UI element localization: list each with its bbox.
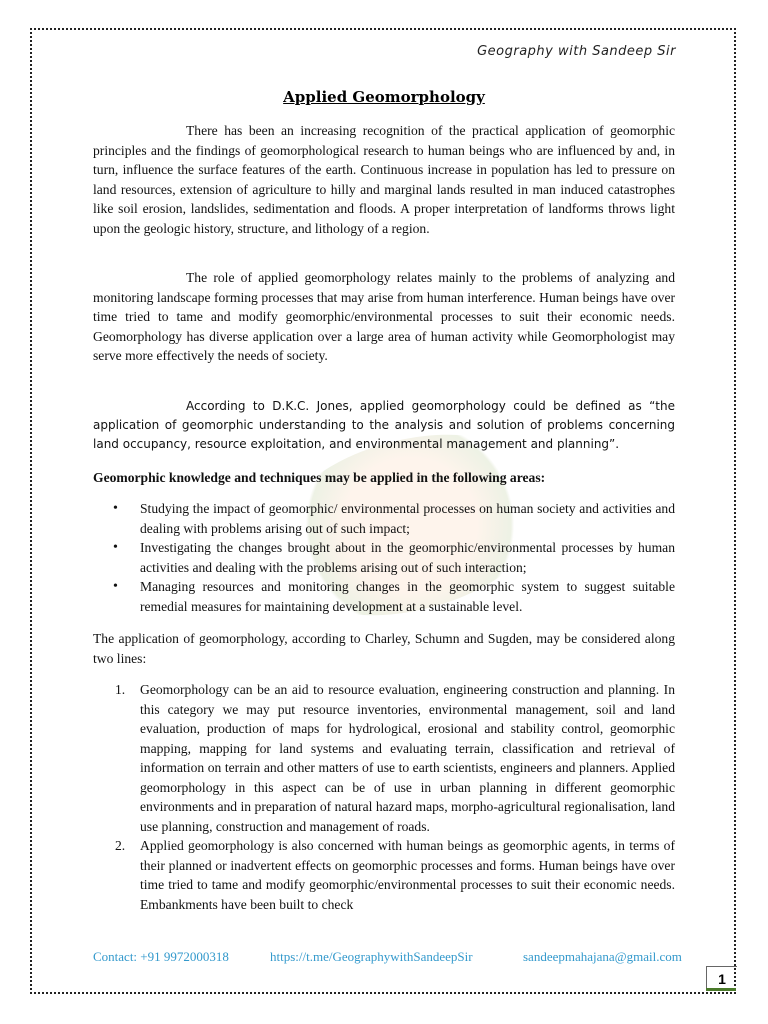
- paragraph-4: The application of geomorphology, according to Charley, Schumn and Sugden, may be considered along two lines:: [93, 631, 675, 666]
- numbered-list: [93, 680, 675, 914]
- page-number: 1: [706, 966, 737, 991]
- page-title: Applied Geomorphology: [283, 88, 485, 106]
- list-number: 2.: [115, 838, 126, 853]
- list-item: • Studying the impact of geomorphic/ environmental processes on human society and activities and dealing with problems arising out of such impact;: [93, 499, 675, 538]
- footer-contact: Contact: +91 9972000318: [93, 949, 229, 964]
- footer-telegram-link[interactable]: https://t.me/GeographywithSandeepSir: [270, 949, 473, 964]
- list-item: • Managing resources and monitoring changes in the geomorphic system to suggest suitable remedial measures for maintaining development at a sustainable level.: [93, 577, 675, 616]
- paragraph-3: According to D.K.C. Jones, applied geomorphology could be defined as “the application of geomorphic understanding to the analysis and solution of problems concerning land occupancy, resource exploitation, and environmental management and planning”.: [93, 399, 675, 451]
- bullet-list: [93, 499, 675, 616]
- section-heading: Geomorphic knowledge and techniques may be applied in the following areas:: [93, 470, 546, 485]
- list-text: Applied geomorphology is also concerned with human beings as geomorphic agents, in terms of their planned or inadvertent effects on geomorphic processes and forms. Human beings have over time tried to tame and modify geomorphic/environmental processes to suit their economic needs. Embankments have been built to check: [140, 838, 675, 912]
- paragraph-1: There has been an increasing recognition of the practical application of geomorphic principles and the findings of geomorphological research to human beings who are influenced by and, in turn, influence the surface features of the earth. Continuous increase in population has led to pressure on land resources, extension of agriculture to hilly and marginal lands resulted in man induced catastrophes like soil erosion, landslides, sedimentation and floods. A proper interpretation of landforms throws light upon the geologic history, structure, and lithology of a region.: [93, 123, 675, 236]
- list-item: [93, 680, 675, 836]
- page-number-rule: [706, 988, 736, 991]
- paragraph-2: The role of applied geomorphology relates mainly to the problems of analyzing and monitoring landscape forming processes that may arise from human interference. Human beings have over time tried to tame and modify geomorphic/environmental processes to suit their economic needs. Geomorphology has diverse application over a large area of human activity while Geomorphologist may serve more effectively the needs of society.: [93, 270, 675, 363]
- running-header: Geography with Sandeep Sir: [477, 44, 676, 59]
- list-item: [93, 836, 675, 914]
- list-number: 1.: [115, 682, 126, 697]
- footer-email-link[interactable]: sandeepmahajana@gmail.com: [523, 949, 682, 964]
- list-item: • Investigating the changes brought about in the geomorphic/environmental processes by human activities and dealing with the problems arising out of such interaction;: [93, 538, 675, 577]
- list-text: Geomorphology can be an aid to resource evaluation, engineering construction and planning. In this category we may put resource inventories, environmental management, soil and land evaluation, production of maps for hydrological, erosional and stability control, geomorphic mapping, mapping for land systems and evaluating terrain, classification and retrieval of information on terrain and other matters of use to earth scientists, engineers and planners. Applied geomorphology in this aspect can be of use in urban planning in different geomorphic environments and in preparation of natural hazard maps, morpho-agricultural regionalisation, land use planning, construction and management of roads.: [140, 682, 675, 834]
